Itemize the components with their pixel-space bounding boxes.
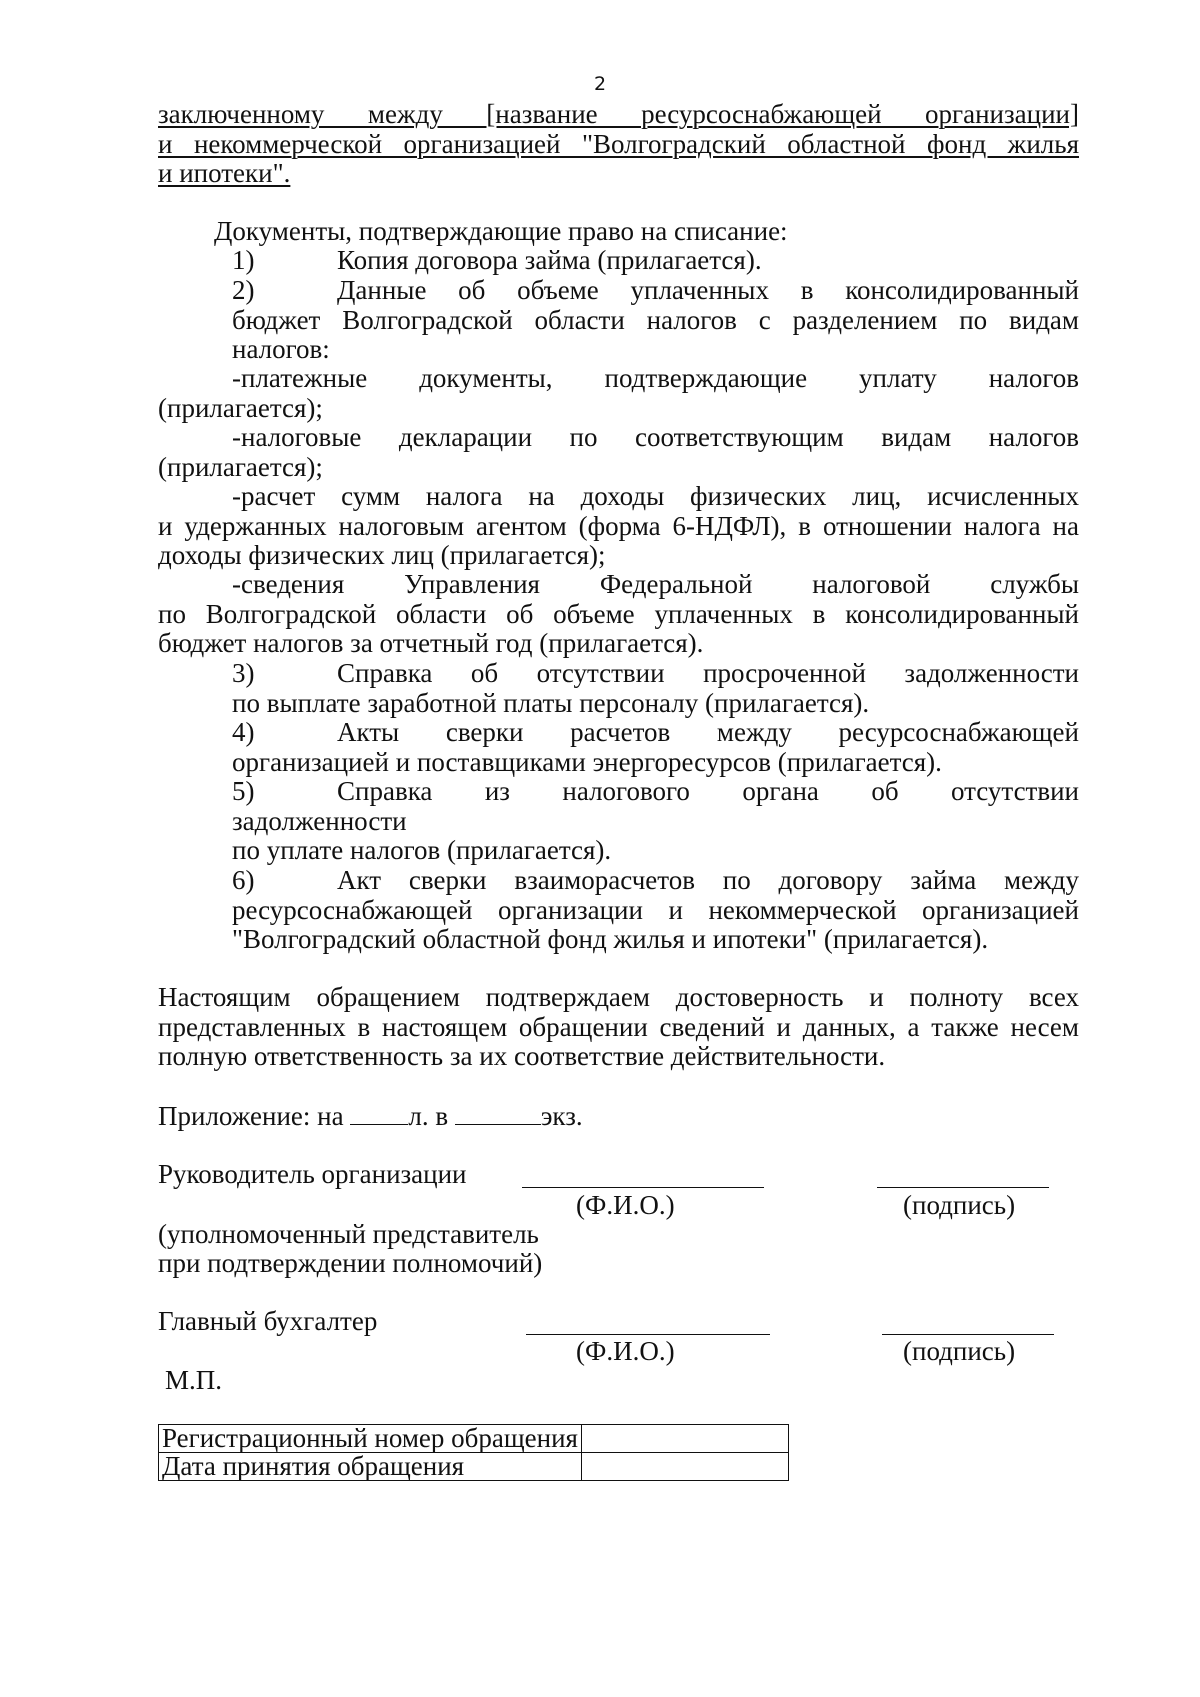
item-text: налогов: [232, 334, 330, 364]
list-item [232, 866, 1079, 955]
sheets-count-blank [350, 1124, 408, 1125]
accountant-label: Главный бухгалтер [158, 1306, 378, 1336]
attachment-line [158, 1102, 583, 1132]
head-sign-caption: (подпись) [903, 1190, 1016, 1220]
acceptance-date-field[interactable] [581, 1453, 788, 1481]
accountant-fio-caption: (Ф.И.О.) [576, 1336, 675, 1366]
subitem: -сведения Управления Федеральной налоговой службы по Волгоградской области об объеме уплаченных в консолидированный бюджет налогов за отчетный год (прилагается). [158, 570, 1079, 658]
confirmation-paragraph: Настоящим обращением подтверждаем достоверность и полноту всех представленных в настоящем обращении сведений и данных, а также несем полную ответственность за их соответствие действительности. [158, 983, 1079, 1071]
item-number: 5) [232, 776, 255, 806]
intro-line: и ипотеки". [158, 158, 291, 188]
accountant-sign-caption: (подпись) [903, 1336, 1016, 1366]
head-signature-line [877, 1187, 1049, 1188]
head-fio-line [522, 1187, 764, 1188]
list-item [232, 718, 1079, 777]
intro-line: заключенному между [название ресурсоснабжающей организации] [158, 100, 1079, 129]
item-text: Копия договора займа (прилагается). [337, 245, 762, 275]
item-text: бюджет Волгоградской области налогов с разделением по видам [232, 305, 1079, 335]
item-text: Данные об объеме уплаченных в консолидированный [337, 276, 1079, 305]
item-number: 2) [232, 275, 255, 305]
representative-note: (уполномоченный представитель [158, 1219, 539, 1249]
copies-count-blank [455, 1124, 541, 1125]
list-item [232, 246, 1079, 276]
list-item [232, 659, 1079, 718]
item-text: Справка из налогового органа об отсутствии [337, 777, 1079, 806]
registration-table [158, 1424, 789, 1481]
head-fio-caption: (Ф.И.О.) [576, 1190, 675, 1220]
subitem: -расчет сумм налога на доходы физических лиц, исчисленных и удержанных налоговым агентом (форма 6-НДФЛ), в отношении налога на доходы физических лиц (прилагается); [158, 482, 1079, 570]
accountant-signature-line [882, 1334, 1054, 1335]
table-cell-label: Регистрационный номер обращения [159, 1425, 582, 1453]
accountant-fio-line [526, 1334, 770, 1335]
item-text: ресурсоснабжающей организации и некоммерческой организацией [232, 895, 1079, 925]
table-row [159, 1425, 789, 1453]
representative-note: при подтверждении полномочий) [158, 1248, 543, 1278]
item-text: Справка об отсутствии просроченной задолженности [337, 659, 1079, 688]
seal-mark: М.П. [165, 1365, 223, 1395]
item-text: по уплате налогов (прилагается). [232, 835, 612, 865]
item-text: Акты сверки расчетов между ресурсоснабжающей [337, 718, 1079, 747]
item-number: 1) [232, 245, 255, 275]
intro-line: и некоммерческой организацией "Волгоградский областной фонд жилья [158, 129, 1079, 159]
item-number: 6) [232, 865, 255, 895]
head-label: Руководитель организации [158, 1159, 467, 1189]
item-text: организацией и поставщиками энергоресурсов (прилагается). [232, 746, 942, 777]
attachment-sheets: л. в [408, 1101, 449, 1131]
item-text: Акт сверки взаиморасчетов по договору займа между [337, 866, 1079, 895]
item-text: по выплате заработной платы персоналу (прилагается). [232, 687, 870, 718]
registration-number-field[interactable] [581, 1425, 788, 1453]
item-text: "Волгоградский областной фонд жилья и ипотеки" (прилагается). [232, 924, 989, 954]
item-number: 4) [232, 717, 255, 747]
subitem: -платежные документы, подтверждающие уплату налогов (прилагается); [158, 364, 1079, 423]
list-item [232, 276, 1079, 365]
attachment-prefix: Приложение: на [158, 1101, 344, 1131]
table-row [159, 1453, 789, 1481]
intro-paragraph [158, 100, 1079, 189]
item-text: задолженности [232, 805, 407, 836]
page-number: 2 [593, 73, 607, 95]
subitem: -налоговые декларации по соответствующим видам налогов (прилагается); [158, 423, 1079, 482]
list-item [232, 777, 1079, 866]
table-cell-label: Дата принятия обращения [159, 1453, 582, 1481]
item-number: 3) [232, 658, 255, 688]
documents-heading: Документы, подтверждающие право на списание: [214, 216, 788, 246]
attachment-copies: экз. [540, 1101, 583, 1131]
